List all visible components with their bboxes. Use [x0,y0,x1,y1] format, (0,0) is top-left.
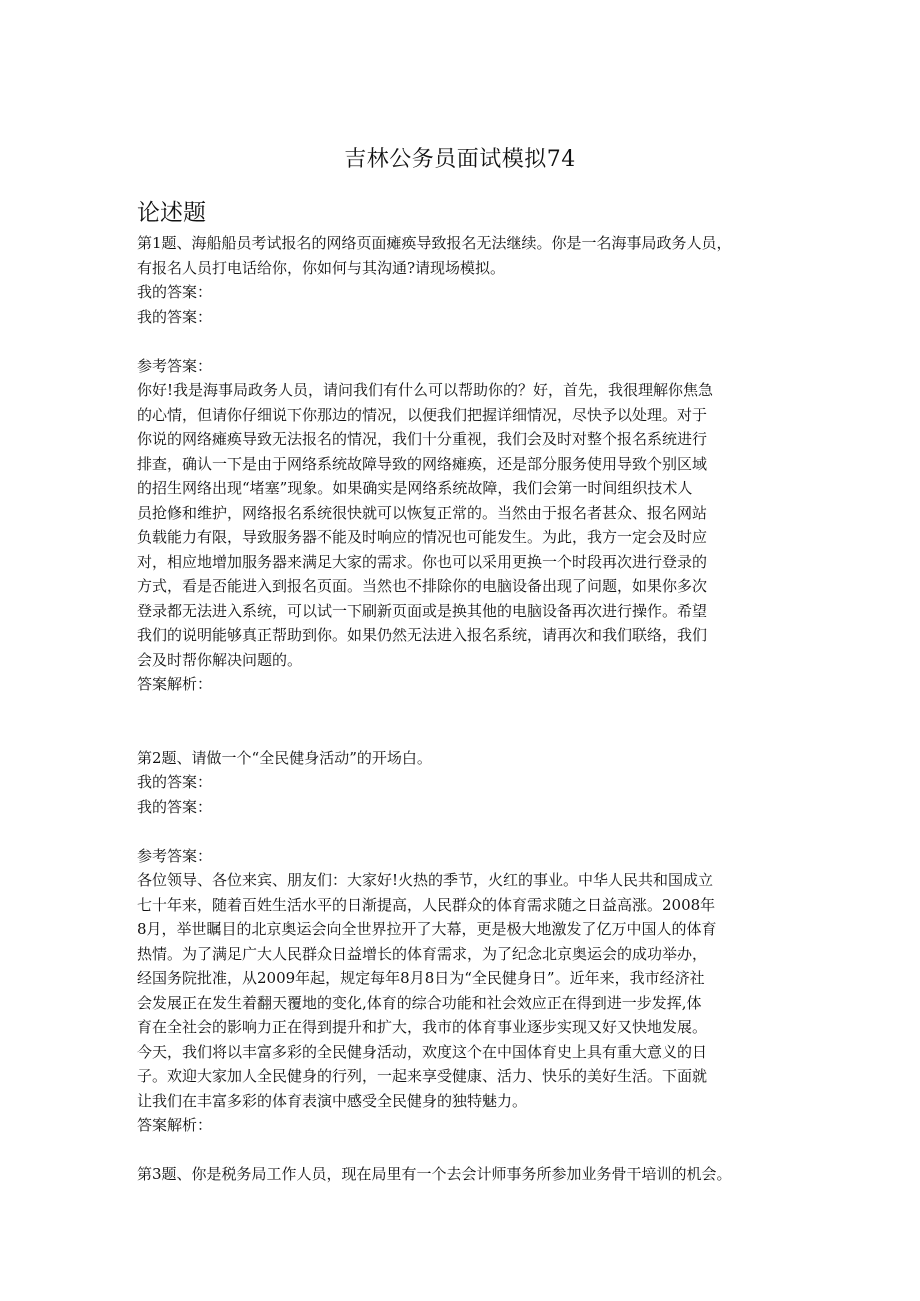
answer-text-line: 育在全社会的影响力正在得到提升和扩大，我市的体育事业逐步实现又好又快地发展。 [137,1018,708,1036]
reference-answer-text [137,378,785,672]
spacer [137,697,785,746]
answer-text-line: 各位领导、各位来宾、朋友们：大家好!火热的季节，火红的事业。中华人民共和国成立 [137,871,714,889]
answer-text-line: 排查，确认一下是由于网络系统故障导致的网络瘫痪，还是部分服务使用导致个别区域 [137,454,708,473]
my-answer-label: 我的答案： [137,797,213,816]
reference-answer-label: 参考答案： [137,846,213,865]
answer-text-line: 的心情，但请你仔细说下你那边的情况，以便我们把握详细情况，尽快予以处理。对于 [137,405,708,424]
document-title: 吉林公务员面试模拟74 [344,147,576,172]
reference-answer-text [137,868,785,1113]
answer-text-line: 方式，看是否能进入到报名页面。当然也不排除你的电脑设备出现了问题，如果你多次 [137,577,708,595]
section-heading: 论述题 [137,200,206,226]
answer-text-line: 8月，举世瞩目的北京奥运会向全世界拉开了大幕，更是极大地激发了亿万中国人的体育 [137,920,717,938]
question-text-line: 第1题、海船船员考试报名的网络页面瘫痪导致报名无法继续。你是一名海事局政务人员， [137,234,732,252]
answer-text-line: 对，相应地增加服务器来满足大家的需求。你也可以采用更换一个时段再次进行登录的 [137,552,708,571]
answer-text-line: 子。欢迎大家加人全民健身的行列，一起来享受健康、活力、快乐的美好生活。下面就 [137,1067,708,1085]
answer-text-line: 负载能力有限，导致服务器不能及时响应的情况也可能发生。为此，我方一定会及时应 [137,528,708,546]
my-answer-label: 我的答案： [137,283,213,301]
answer-text-line: 今天，我们将以丰富多彩的全民健身活动，欢度这个在中国体育史上具有重大意义的日 [137,1042,708,1061]
answer-text-line: 的招生网络出现“堵塞”现象。如果确实是网络系统故障，我们会第一时间组织技术人 [137,479,693,497]
question-text-line: 第2题、请做一个“全民健身活动”的开场白。 [137,748,432,767]
spacer [137,329,785,354]
answer-text-line: 我们的说明能够真正帮助到你。如果仍然无法进入报名系统，请再次和我们联络，我们 [137,626,708,644]
spacer [137,1138,785,1163]
answer-text-line: 员抢修和维护，网络报名系统很快就可以恢复正常的。当然由于报名者甚众、报名网站 [137,503,708,522]
question-text-line: 第3题、你是税务局工作人员，现在局里有一个去会计师事务所参加业务骨干培训的机会。 [137,1165,732,1183]
answer-text-line: 你说的网络瘫痪导致无法报名的情况，我们十分重视，我们会及时对整个报名系统进行 [137,430,708,448]
spacer [137,819,785,844]
answer-text-line: 让我们在丰富多彩的体育表演中感受全民健身的独特魅力。 [137,1091,528,1110]
answer-text-line: 会发展正在发生着翻天覆地的变化,体育的综合功能和社会效应正在得到进一步发挥,体 [137,993,702,1012]
answer-text-line: 你好!我是海事局政务人员，请问我们有什么可以帮助你的？好，首先，我很理解你焦急 [137,381,714,399]
answer-text-line: 经国务院批准，从2009年起，规定每年8月8日为“全民健身日”。近年来，我市经济社 [137,969,705,987]
my-answer-label: 我的答案： [137,773,213,791]
answer-text-line: 登录都无法进入系统，可以试一下刷新页面或是换其他的电脑设备再次进行操作。希望 [137,601,708,620]
question-1 [137,231,785,697]
document-content [137,231,785,1187]
question-2 [137,746,785,1138]
answer-text-line: 七十年来，随着百姓生活水平的日渐提高，人民群众的体育需求随之日益高涨。2008年 [137,895,716,914]
reference-answer-label: 参考答案： [137,356,213,375]
answer-text-line: 热情。为了满足广大人民群众日益增长的体育需求，为了纪念北京奥运会的成功举办， [137,944,708,963]
my-answer-label: 我的答案： [137,307,213,326]
question-text-line: 有报名人员打电话给你，你如何与其沟通?请现场模拟。 [137,258,506,277]
answer-text-line: 会及时帮你解决问题的。 [137,650,303,669]
answer-analysis-label: 答案解析： [137,1116,213,1134]
answer-analysis-label: 答案解析： [137,675,213,693]
question-3 [137,1162,785,1187]
